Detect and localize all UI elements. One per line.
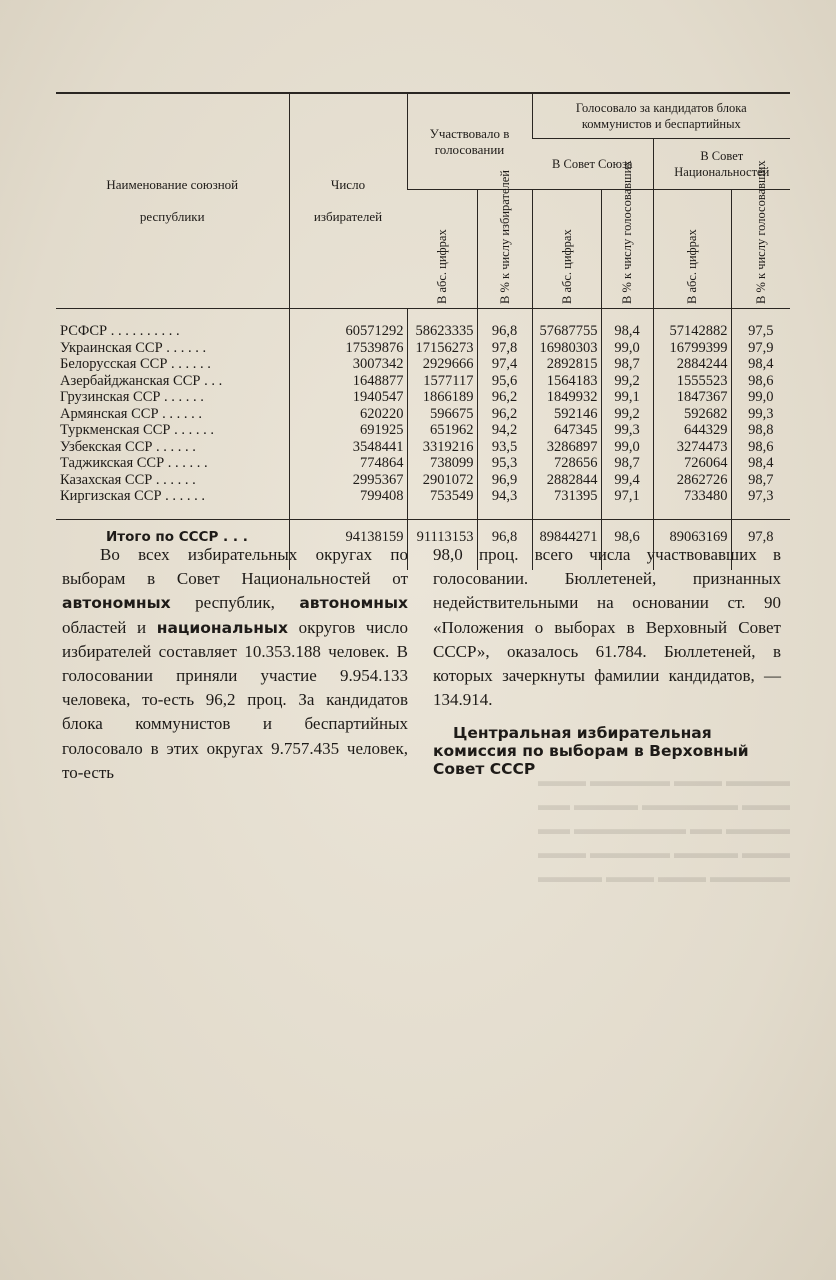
cell-participated-abs: 738099 [407,455,477,472]
cell-soviet-nationalities-abs: 1847367 [653,389,731,406]
cell-soviet-nationalities-abs: 726064 [653,455,731,472]
cell-republic-name: Грузинская ССР . . . . . . [60,389,204,405]
header-soviet-union: В Совет Союза [532,139,653,190]
cell-participated-pct: 96,2 [477,389,532,406]
cell-soviet-union-pct: 98,6 [601,519,653,556]
cell-soviet-union-pct: 98,7 [601,356,653,373]
text-run: республик, [170,593,300,613]
cell-voters: 3548441 [289,439,407,456]
cell-soviet-nationalities-abs: 592682 [653,406,731,423]
cell-soviet-union-abs: 731395 [532,488,601,505]
cell-participated-abs: 2901072 [407,472,477,489]
table-row [56,373,790,390]
cell-republic-name: РСФСР . . . . . . . . . . [60,323,180,339]
cell-participated-abs: 651962 [407,422,477,439]
cell-republic-name: Украинская ССР . . . . . . [60,339,207,356]
cell-soviet-nationalities-pct: 97,8 [731,519,790,556]
body-paragraph [62,543,408,785]
table-header [56,93,790,309]
table-row [56,455,790,472]
table-row [56,439,790,456]
header-su-abs: В абс. цифрах [532,190,601,309]
cell-soviet-union-abs: 1564183 [532,373,601,390]
cell-participated-abs: 3319216 [407,439,477,456]
cell-soviet-nationalities-pct: 98,6 [731,439,790,456]
cell-soviet-union-pct: 99,4 [601,472,653,489]
header-participated: Участвовало в голосовании [407,93,532,190]
cell-soviet-union-pct: 99,2 [601,406,653,423]
signature: Центральная избирательная комиссия по выборам в Верховный Совет СССР [433,724,749,779]
cell-participated-pct: 96,8 [477,323,532,340]
cell-soviet-union-pct: 99,0 [601,340,653,357]
bold-term: автономных [299,594,408,613]
cell-republic-name: Азербайджанская ССР . . . [60,372,223,389]
cell-voters: 1940547 [289,389,407,406]
cell-participated-pct: 93,5 [477,439,532,456]
cell-voters: 3007342 [289,356,407,373]
cell-soviet-nationalities-abs: 57142882 [653,323,731,340]
cell-soviet-nationalities-pct: 98,8 [731,422,790,439]
cell-soviet-nationalities-pct: 98,6 [731,373,790,390]
cell-participated-pct: 94,3 [477,488,532,505]
cell-participated-pct: 94,2 [477,422,532,439]
cell-soviet-union-pct: 98,4 [601,323,653,340]
cell-participated-abs: 91113153 [407,519,477,556]
cell-republic-name: Узбекская ССР . . . . . . [60,438,196,455]
body-text-column-1 [62,543,408,785]
header-part-pct: В % к числу избирателей [477,190,532,309]
cell-voters: 1648877 [289,373,407,390]
cell-soviet-union-pct: 98,7 [601,455,653,472]
election-results-table [56,92,790,570]
cell-participated-pct: 96,2 [477,406,532,423]
cell-voters: 17539876 [289,340,407,357]
cell-soviet-union-abs: 57687755 [532,323,601,340]
cell-soviet-union-abs: 2892815 [532,356,601,373]
cell-soviet-union-abs: 16980303 [532,340,601,357]
cell-republic-name: Белорусская ССР . . . . . . [60,356,211,372]
cell-participated-abs: 1577117 [407,373,477,390]
cell-voters: 60571292 [289,323,407,340]
cell-soviet-union-pct: 99,2 [601,373,653,390]
body-text-column-2 [433,543,781,778]
header-sn-abs: В абс. цифрах [653,190,731,309]
cell-soviet-nationalities-abs: 2884244 [653,356,731,373]
table-spacer [56,505,790,520]
header-su-pct: В % к числу голосовавших [601,190,653,309]
table-body [56,309,790,570]
cell-voters: 799408 [289,488,407,505]
table-row [56,422,790,439]
table-row [56,488,790,505]
cell-soviet-nationalities-pct: 98,7 [731,472,790,489]
cell-soviet-nationalities-pct: 97,5 [731,323,790,340]
cell-soviet-nationalities-abs: 2862726 [653,472,731,489]
cell-soviet-nationalities-abs: 733480 [653,488,731,505]
body-paragraph-continued [433,543,781,712]
table-row [56,356,790,373]
cell-republic-name: Армянская ССР . . . . . . [60,405,203,422]
cell-soviet-union-abs: 728656 [532,455,601,472]
bold-term: национальных [156,618,288,637]
cell-soviet-nationalities-abs: 644329 [653,422,731,439]
cell-republic-name: Таджикская ССР . . . . . . [60,455,208,471]
header-voters: Число избирателей [289,93,407,309]
cell-soviet-nationalities-pct: 99,3 [731,406,790,423]
cell-participated-pct: 97,4 [477,356,532,373]
cell-soviet-union-pct: 99,3 [601,422,653,439]
cell-participated-abs: 2929666 [407,356,477,373]
cell-soviet-union-abs: 592146 [532,406,601,423]
table-row [56,472,790,489]
cell-soviet-nationalities-pct: 97,3 [731,488,790,505]
cell-soviet-nationalities-pct: 98,4 [731,356,790,373]
cell-participated-abs: 17156273 [407,340,477,357]
table-row [56,323,790,340]
cell-republic-name: Туркменская ССР . . . . . . [60,422,214,438]
cell-participated-abs: 58623335 [407,323,477,340]
cell-soviet-union-abs: 2882844 [532,472,601,489]
text-run: 98,0 проц. всего числа участвовавших в голосовании. Бюллетеней, признанных недействительными на основании ст. 90 «Положения о выборах в Верховный Совет СССР», оказалось 61.784. Бюллетеней, в которых зачеркнуты фамилии кандидатов, — 134.914. [433,545,781,710]
cell-voters: 94138159 [289,519,407,556]
table-row [56,406,790,423]
cell-republic-name: Итого по СССР . . . [56,519,289,556]
bleed-through-text: ▬▬▬▬ ▬▬▬ ▬▬▬▬▬ ▬▬▬ ▬▬▬ ▬▬▬▬▬▬ ▬▬▬▬ ▬▬ ▬▬▬▬ ▬▬ ▬▬▬▬▬▬▬ ▬▬ ▬▬▬ ▬▬▬▬ ▬▬▬▬▬ ▬▬▬ ▬▬▬▬▬ ▬▬▬ ▬▬▬ ▬▬▬▬ [538,773,790,886]
cell-participated-abs: 753549 [407,488,477,505]
cell-soviet-nationalities-pct: 99,0 [731,389,790,406]
cell-soviet-union-abs: 647345 [532,422,601,439]
cell-soviet-nationalities-abs: 16799399 [653,340,731,357]
text-run: областей и [62,617,157,637]
cell-participated-pct: 96,8 [477,519,532,556]
cell-soviet-union-abs: 1849932 [532,389,601,406]
cell-participated-pct: 95,6 [477,373,532,390]
cell-soviet-nationalities-pct: 97,9 [731,340,790,357]
table-row [56,340,790,357]
cell-participated-pct: 97,8 [477,340,532,357]
cell-voters: 774864 [289,455,407,472]
cell-participated-pct: 96,9 [477,472,532,489]
table-row [56,389,790,406]
cell-participated-abs: 596675 [407,406,477,423]
cell-soviet-nationalities-pct: 98,4 [731,455,790,472]
cell-soviet-union-pct: 97,1 [601,488,653,505]
cell-soviet-union-abs: 3286897 [532,439,601,456]
cell-soviet-nationalities-abs: 89063169 [653,519,731,556]
cell-soviet-nationalities-abs: 1555523 [653,373,731,390]
header-voted-for: Голосовало за кандидатов блока коммунистов и беспартийных [532,93,790,139]
cell-soviet-union-pct: 99,0 [601,439,653,456]
cell-soviet-union-abs: 89844271 [532,519,601,556]
cell-participated-pct: 95,3 [477,455,532,472]
header-part-abs: В абс. цифрах [407,190,477,309]
cell-participated-abs: 1866189 [407,389,477,406]
header-sn-pct: В % к числу голосовавших [731,190,790,309]
cell-voters: 691925 [289,422,407,439]
cell-republic-name: Киргизская ССР . . . . . . [60,488,206,504]
cell-voters: 2995367 [289,472,407,489]
cell-soviet-nationalities-abs: 3274473 [653,439,731,456]
bold-term: автономных [62,594,171,613]
header-republic-name: Наименование союзной республики [56,93,289,309]
text-run: округов число избирателей составляет 10.353.188 человек. В голосовании приняли участие 9.954.133 человека, то-есть 96,2 проц. За кандидатов блока коммунистов и беспартийных голосовало в этих округах 9.757.435 человек, то-есть [62,617,408,782]
text-run: Во всех избирательных округах по выборам в Совет Национальностей от [62,545,408,589]
cell-soviet-union-pct: 99,1 [601,389,653,406]
cell-voters: 620220 [289,406,407,423]
header-soviet-nationalities: В Совет Национальностей [653,139,790,190]
cell-republic-name: Казахская ССР . . . . . . [60,471,196,488]
